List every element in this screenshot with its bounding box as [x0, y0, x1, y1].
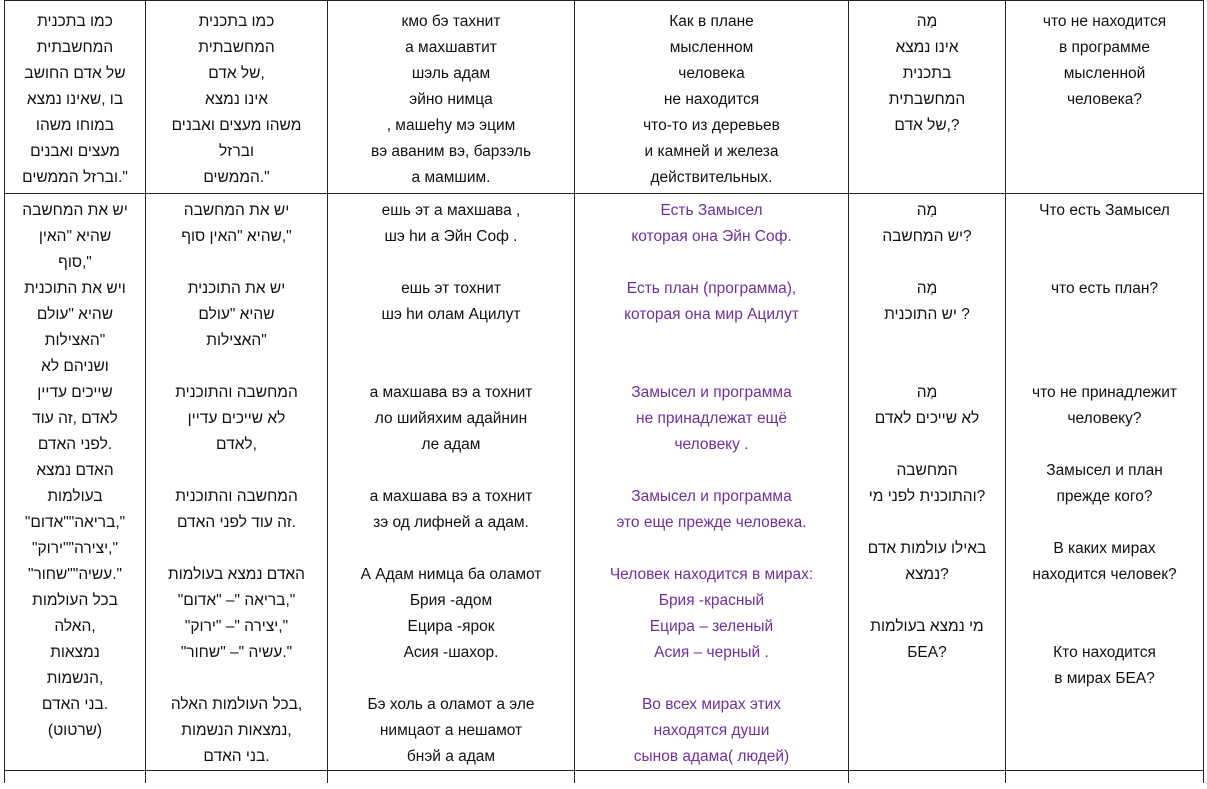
hebrew-text-cell [146, 1, 328, 194]
transliteration-cell [328, 194, 575, 771]
cell-line: .לפני האדם [37, 436, 113, 453]
empty-cell [5, 771, 146, 784]
cell-line: נמצאות [50, 644, 100, 661]
cell-line: ",בריאה "– "אדום" [177, 592, 296, 609]
empty-cell [146, 771, 328, 784]
cell-line: ",בריאה""אדום" [24, 514, 126, 531]
cell-line: מַה [916, 13, 938, 30]
cell-line: мысленном [669, 39, 754, 56]
cell-line: Замысел и программа [631, 384, 792, 401]
cell-line: а махшава вэ а тохнит [369, 488, 533, 505]
cell-line: ?יש המחשבה [882, 228, 972, 245]
cell-line: באילו עולמות אדם [867, 540, 987, 557]
cell-line: прежде кого? [1056, 488, 1153, 505]
cell-line: Бэ холь а оламот а эле [367, 696, 535, 713]
cell-line: המחשבה והתוכנית [175, 488, 298, 505]
cell-line: כמו בתכנית [198, 13, 275, 30]
cell-line: находятся души [653, 722, 770, 739]
cell-line: Есть план (программа), [626, 280, 797, 297]
cell-line: שייכים עדיין [37, 384, 113, 401]
hebrew-text-cell [146, 194, 328, 771]
cell-line: ло шийяхим адайнин [374, 410, 528, 427]
cell-line: А Адам нимца ба оламот [360, 566, 542, 583]
cell-line: а махшавтит [405, 39, 497, 56]
spacer [581, 354, 842, 380]
spacer [334, 536, 568, 562]
cell-line: шэ hи а Эйн Соф . [384, 228, 518, 245]
cell-line: בו ,שאינו נמצא [26, 91, 124, 108]
table-row [5, 1, 1204, 194]
cell-line: .בני האדם [203, 748, 270, 765]
cell-line: המחשבתית [36, 39, 114, 56]
cell-line: וברזל [218, 143, 255, 160]
empty-cell [1006, 771, 1204, 784]
cell-line: של אדם החושב [24, 65, 126, 82]
cell-line: שהיא "האין [38, 228, 112, 245]
cell-line: ? יש התוכנית [884, 306, 970, 323]
cell-line: אינו נמצא [205, 91, 268, 108]
cell-line: человека [678, 65, 745, 82]
spacer [334, 328, 568, 354]
cell-line: ויש את התוכנית [24, 280, 126, 297]
cell-line: ",סוף [58, 254, 92, 271]
spacer [334, 458, 568, 484]
cell-line: לא שייכים עדיין [187, 410, 286, 427]
cell-line: что не принадлежит [1032, 384, 1177, 401]
spacer [334, 666, 568, 692]
spacer [152, 536, 321, 562]
cell-line: , машеhу мэ эцим [386, 117, 516, 134]
cell-line: ",יצירה""ירוק" [32, 540, 118, 557]
cell-line: ,לאדם [216, 436, 257, 453]
spacer [1012, 354, 1197, 380]
spacer [855, 588, 999, 614]
cell-line: Ецира -ярок [407, 618, 495, 635]
spacer [855, 432, 999, 458]
cell-line: יש את התוכנית [187, 280, 286, 297]
spacer [1012, 224, 1197, 250]
cell-line: Брия -адом [409, 592, 493, 609]
hebrew-commentary-cell [5, 194, 146, 771]
spacer [855, 328, 999, 354]
spacer [1012, 302, 1197, 328]
cell-line: Замысел и план [1046, 462, 1163, 479]
cell-line: בכל העולמות [32, 592, 118, 609]
cell-line: אינו נמצא [895, 39, 959, 56]
cell-line: (שרטוט) [47, 722, 103, 739]
spacer [152, 354, 321, 380]
spacer [152, 666, 321, 692]
cell-line: "האצילות [44, 332, 106, 349]
cell-line: ,של אדם [208, 65, 265, 82]
cell-line: шэ hи олам Ацилут [381, 306, 521, 323]
cell-line: המחשבתית [198, 39, 275, 56]
cell-line: В каких мирах [1053, 540, 1156, 557]
cell-line: кмо бэ тахнит [401, 13, 501, 30]
spacer [581, 536, 842, 562]
spacer [334, 250, 568, 276]
cell-line: бнэй а адам [406, 748, 496, 765]
cell-line: המחשבה והתוכנית [175, 384, 298, 401]
cell-line: Замысел и программа [631, 488, 792, 505]
spacer [334, 354, 568, 380]
cell-line: במוחו משהו [35, 117, 115, 134]
cell-line: а мамшим. [411, 169, 491, 186]
cell-line: בעולמות [47, 488, 103, 505]
cell-line: нимцаот а нешамот [379, 722, 523, 739]
cell-line: .בני האדם [41, 696, 109, 713]
cell-line: человека? [1066, 91, 1143, 108]
cell-line: Асия – черный . [654, 644, 769, 661]
cell-line: יש את המחשבה [183, 202, 290, 219]
cell-line: ?נמצא [905, 566, 949, 583]
spacer [855, 250, 999, 276]
cell-line: מי נמצא בעולמות [870, 618, 984, 635]
cell-line: Как в плане [669, 13, 754, 30]
cell-line: ".וברזל הממשים [22, 169, 128, 186]
cell-line: מעצים ואבנים [30, 143, 120, 160]
cell-line: ешь эт тохнит [401, 280, 501, 297]
cell-line: ,בכל העולמות האלה [170, 696, 303, 713]
spacer [1012, 588, 1197, 614]
russian-question-cell [1006, 1, 1204, 194]
cell-line: ,נמצאות הנשמות [181, 722, 292, 739]
spacer [855, 354, 999, 380]
russian-translation-cell [575, 194, 849, 771]
cell-line: ,הנשמות [46, 670, 104, 687]
cell-line: ле адам [421, 436, 481, 453]
cell-line: ושניהם לא [41, 358, 109, 375]
cell-line: шэль адам [411, 65, 491, 82]
cell-line: ?והתוכנית לפני מי [868, 488, 986, 505]
cell-line: האדם נמצא בעולמות [168, 566, 305, 583]
cell-line: "האצילות [206, 332, 267, 349]
spacer [1012, 328, 1197, 354]
cell-line: ?БЕА [907, 644, 947, 661]
cell-line: בתכנית [902, 65, 952, 82]
spacer [1012, 510, 1197, 536]
cell-line: ",יצירה "– "ירוק" [184, 618, 289, 635]
spacer [581, 250, 842, 276]
cell-line: в программе [1058, 39, 1150, 56]
cell-line: которая она Эйн Соф. [631, 228, 792, 245]
empty-cell [849, 771, 1006, 784]
spacer [1012, 250, 1197, 276]
cell-line: не находится [663, 91, 760, 108]
cell-line: находится человек? [1032, 566, 1177, 583]
cell-line: המחשבתית [888, 91, 966, 108]
cell-line: что есть план? [1050, 280, 1159, 297]
cell-line: мысленной [1063, 65, 1146, 82]
empty-cell [575, 771, 849, 784]
cell-line: не принадлежат ещё [636, 410, 787, 427]
cell-line: Человек находится в мирах: [609, 566, 814, 583]
translation-table [4, 0, 1204, 783]
cell-line: משהו מעצים ואבנים [171, 117, 302, 134]
cell-line: и камней и железа [644, 143, 779, 160]
cell-line: ",שהיא "האין סוף [181, 228, 292, 245]
cell-line: מַה [916, 202, 938, 219]
cell-line: что не находится [1042, 13, 1167, 30]
cell-line: Есть Замысел [660, 202, 763, 219]
cell-line: ".עשיה""שחור" [27, 566, 122, 583]
cell-line: что-то из деревьев [643, 117, 780, 134]
spacer [152, 250, 321, 276]
cell-line: Во всех мирах этих [641, 696, 782, 713]
cell-line: которая она мир Ацилут [624, 306, 799, 323]
hebrew-commentary-cell [5, 1, 146, 194]
spacer [581, 328, 842, 354]
spacer [581, 666, 842, 692]
cell-line: это еще прежде человека. [616, 514, 807, 531]
cell-line: вэ аваним вэ, барзэль [370, 143, 532, 160]
table-row [5, 771, 1204, 784]
russian-question-cell [1006, 194, 1204, 771]
cell-line: Кто находится [1053, 644, 1156, 661]
spacer [152, 458, 321, 484]
cell-line: Асия -шахор. [403, 644, 499, 661]
cell-line: ".עשיה "– "שחור" [180, 644, 293, 661]
spacer [855, 510, 999, 536]
cell-line: эйно нимца [409, 91, 493, 108]
cell-line: Ецира – зеленый [649, 618, 774, 635]
empty-cell [328, 771, 575, 784]
cell-line: שהיא "עולם [36, 306, 114, 323]
cell-line: יש את המחשבה [22, 202, 128, 219]
cell-line: לא שייכים לאדם [874, 410, 980, 427]
cell-line: зэ од лифней а адам. [373, 514, 529, 531]
cell-line: .זה עוד לפני האדם [177, 514, 296, 531]
russian-translation-cell [575, 1, 849, 194]
cell-line: ?,של אדם [894, 117, 960, 134]
hebrew-question-cell [849, 1, 1006, 194]
spacer [1012, 614, 1197, 640]
cell-line: человеку? [1067, 410, 1142, 427]
cell-line: ,האלה [54, 618, 96, 635]
cell-line: האדם נמצא [36, 462, 114, 479]
cell-line: המחשבה [896, 462, 958, 479]
cell-line: ешь эт а махшава , [381, 202, 521, 219]
cell-line: человеку . [674, 436, 749, 453]
spacer [581, 458, 842, 484]
cell-line: а махшава вэ а тохнит [369, 384, 533, 401]
cell-line: ".הממשים [203, 169, 270, 186]
transliteration-cell [328, 1, 575, 194]
cell-line: לאדם ,זה עוד [32, 410, 118, 427]
cell-line: Что есть Замысел [1039, 202, 1170, 219]
spacer [1012, 432, 1197, 458]
table-row [5, 194, 1204, 771]
cell-line: действительных. [650, 169, 773, 186]
hebrew-question-cell [849, 194, 1006, 771]
cell-line: сынов адама( людей) [633, 748, 790, 765]
cell-line: מַה [916, 384, 938, 401]
cell-line: Брия -красный [658, 592, 765, 609]
cell-line: в мирах БЕА? [1054, 670, 1155, 687]
cell-line: שהיא "עולם [198, 306, 275, 323]
cell-line: מַה [916, 280, 938, 297]
cell-line: כמו בתכנית [37, 13, 113, 30]
